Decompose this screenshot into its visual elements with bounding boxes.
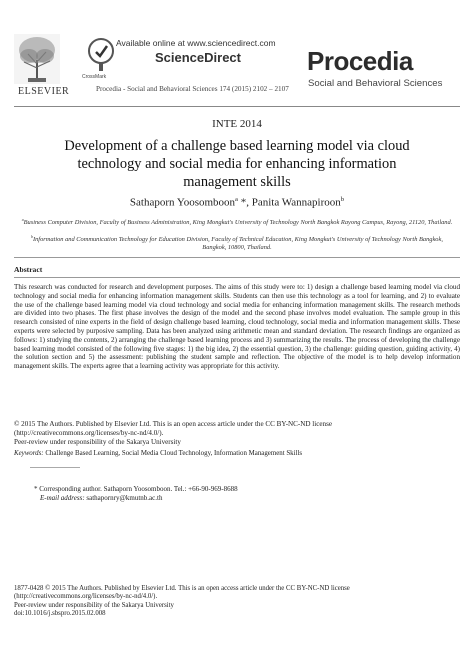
footer-doi[interactable]: doi:10.1016/j.sbspro.2015.02.008 — [14, 610, 106, 618]
copyright-block — [14, 420, 460, 446]
keywords-label: Keywords: — [14, 450, 44, 457]
abstract-divider — [14, 277, 460, 278]
keywords-text: Challenge Based Learning, Social Media Cloud Technology, Information Management Skills — [43, 450, 303, 457]
affiliation-text: Business Computer Division, Faculty of Business Administration, King Mongkut's University of Technology North Bangkok Rayong Campus, Rayong, 21120, Thailand. — [23, 219, 453, 227]
crossmark-label: CrossMark — [82, 74, 107, 80]
affiliation-marker: a — [235, 196, 238, 203]
footer-issn-line: 1877-0428 © 2015 The Authors. Published by Elsevier Ltd. This is an open access article under the CC BY-NC-ND license — [14, 585, 350, 592]
publisher-name: ELSEVIER — [18, 86, 70, 97]
email-label: E-mail address: — [40, 494, 85, 502]
author-name: Sathaporn Yoosomboon — [129, 196, 236, 209]
affiliation-b — [20, 233, 454, 252]
author-line — [0, 196, 474, 209]
copyright-line: © 2015 The Authors. Published by Elsevier Ltd. This is an open access article under the CC BY-NC-ND license — [14, 420, 332, 428]
affiliation-text: Information and Communication Technology for Education Division, Faculty of Technical Education, King Mongkut's University of Technology North Bangkok, Bangkok, 10800, Thailand. — [32, 236, 443, 252]
peer-review-line: Peer-review under responsibility of the Sakarya University — [14, 437, 181, 446]
procedia-logo: Procedia — [307, 46, 413, 76]
affiliation-a — [20, 216, 454, 227]
journal-citation: Procedia - Social and Behavioral Sciences 174 (2015) 2102 – 2107 — [96, 85, 289, 93]
header-divider — [14, 106, 460, 107]
email-address[interactable]: sathapornry@kmutnb.ac.th — [84, 494, 163, 502]
affiliation-marker: b — [31, 235, 33, 239]
corresponding-author-line: * Corresponding author. Sathaporn Yoosomboon. Tel.: +66-90-969-8688 — [34, 485, 238, 493]
available-online-text: Available online at www.sciencedirect.com — [116, 38, 276, 48]
crossmark-icon[interactable] — [88, 38, 114, 72]
affiliation-marker: a — [21, 218, 24, 222]
elsevier-tree-logo — [14, 34, 60, 84]
sciencedirect-logo[interactable]: ScienceDirect — [155, 50, 241, 65]
corresponding-author — [34, 485, 238, 503]
paper-title: Development of a challenge based learning model via cloud technology and social media for enhancing information management skills — [64, 138, 410, 190]
author-name: Panita Wannapiroon — [251, 196, 341, 209]
header — [14, 34, 460, 104]
footer-peer-review: Peer-review under responsibility of the Sakarya University — [14, 601, 174, 609]
abstract-body: This research was conducted for research and development purposes. The aims of this study were to: 1) design a challenge based learning model via cloud technology and social media for enhancing information management skills. Students can then use this technology as a tool for learning, and 2) to evaluate the use of the challenge based learning model via cloud technology and social media for enhancing information management skills. The research methods are divided into two phases. The first phase involves the design of the model and the second phase involves model evaluation. The sample group in this research consisted of nine experts in the field of design challenge based learning, cloud technology, social media and information management skills. These experts were selected by purposive sampling. Data has been analyzed using arithmetic mean and standard deviation. The research findings are organized as follows: 1) studying the contents, 2) arranging the challenge based learning process and 3) summarizing the results. The process of developing the challenge based learning model consisted of the following five stages: 1) the big idea, 2) the essential question, 3) the challenge: guiding question, guiding activity, 4) the solution section and 5) the assessment: publishing the student sample and reflection. The objective of the model is to help develop information management skills. The experts agree that a learning activity was appropriate for this activity. — [14, 283, 460, 371]
keywords — [14, 450, 460, 457]
conference-name: INTE 2014 — [212, 118, 262, 130]
corresponding-marker: * — [237, 196, 247, 209]
footer — [14, 585, 460, 619]
author-separator: , — [246, 196, 252, 209]
footer-license-link[interactable]: (http://creativecommons.org/licenses/by-nc-nd/4.0/). — [14, 593, 158, 601]
abstract-top-divider — [14, 257, 460, 258]
procedia-subtitle: Social and Behavioral Sciences — [308, 78, 443, 89]
license-link[interactable]: (http://creativecommons.org/licenses/by-nc-nd/4.0/). — [14, 428, 164, 437]
abstract-heading: Abstract — [14, 265, 43, 274]
footnote-divider — [30, 467, 80, 468]
affiliation-marker: b — [340, 196, 345, 203]
